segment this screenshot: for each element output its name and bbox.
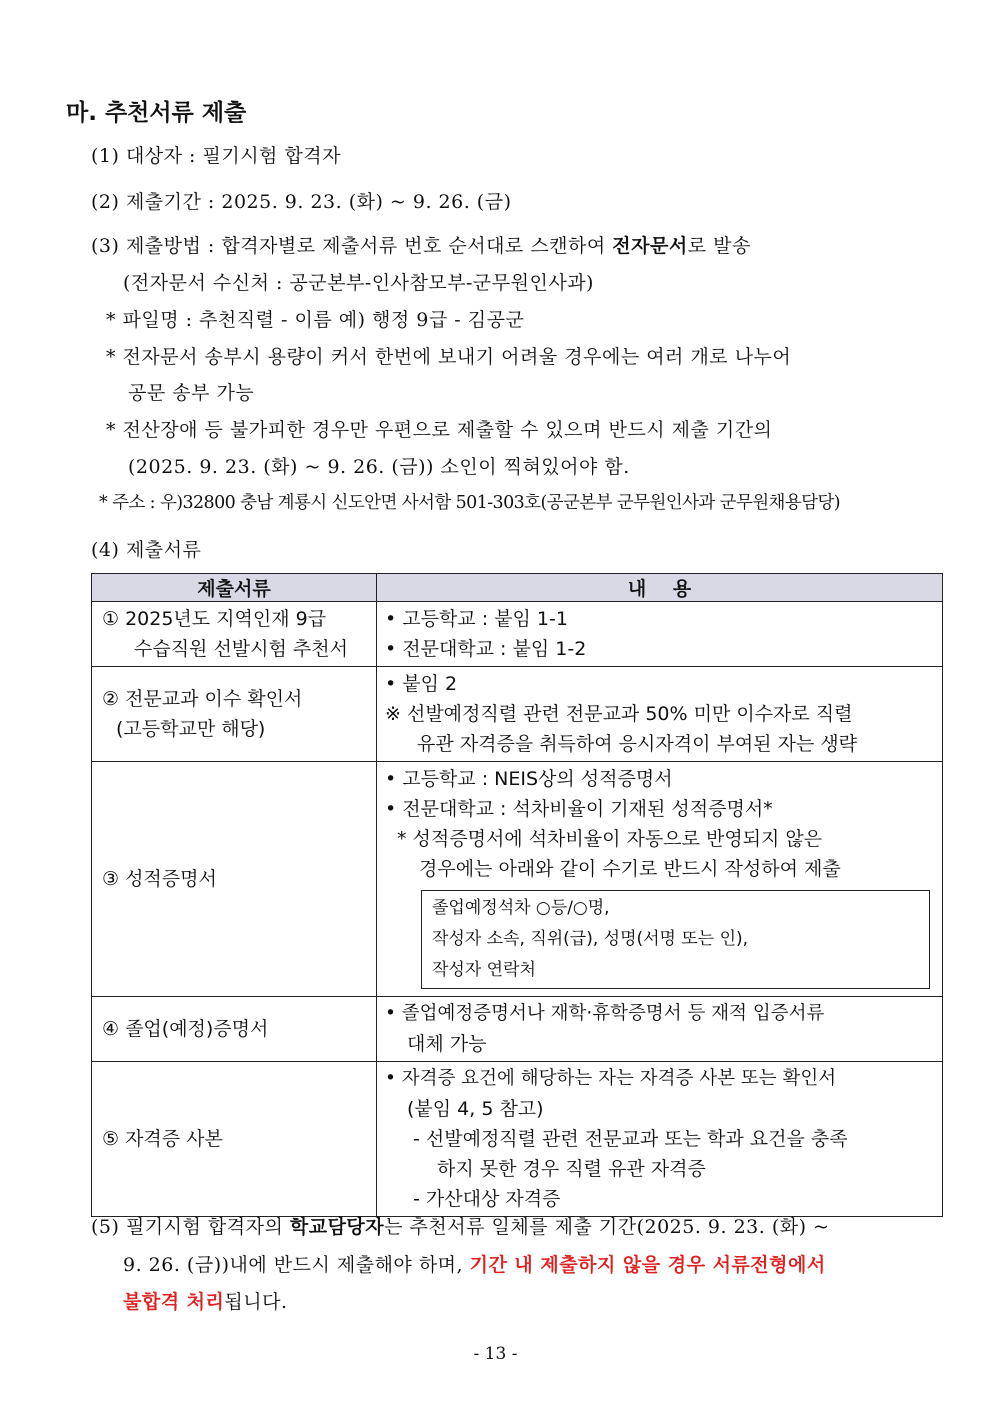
final-line-3: [123, 1287, 288, 1314]
content-cell: [377, 667, 943, 762]
content-line: • 자격증 요건에 해당하는 자는 자격증 사본 또는 확인서: [385, 1068, 837, 1089]
doc-name: ① 2025년도 지역인재 9급: [102, 608, 327, 630]
doc-name-cont: 수습직원 선발시험 추천서: [134, 638, 348, 660]
content-line: • 붙임 2: [385, 673, 458, 695]
method-pre: (3) 제출방법 : 합격자별로 제출서류 번호 순서대로 스캔하여: [91, 235, 613, 257]
doc-cell: [92, 1062, 377, 1217]
header-documents: 제출서류: [92, 574, 377, 602]
page-number: - 13 -: [473, 1344, 518, 1364]
content-line: - 가산대상 자격증: [413, 1188, 561, 1210]
final-line-2: [123, 1250, 826, 1277]
note1-line-a: * 전자문서 송부시 용량이 커서 한번에 보내기 어려울 경우에는 여러 개로 나누어: [106, 346, 792, 368]
doc-name: ③ 성적증명서: [102, 868, 217, 890]
final-line3-post: 됩니다.: [224, 1291, 288, 1313]
doc-name-cont: (고등학교만 해당): [116, 718, 266, 740]
note2-line-a: * 전산장애 등 불가피한 경우만 우편으로 제출할 수 있으며 반드시 제출 기간의: [106, 419, 773, 441]
content-cell: [377, 602, 943, 667]
box-line: 졸업예정석차 ○등/○명,: [432, 898, 610, 918]
doc-name: ⑤ 자격증 사본: [102, 1128, 223, 1150]
doc-cell: [92, 667, 377, 762]
target-line: (1) 대상자 : 필기시험 합격자: [91, 145, 342, 167]
table-row: [92, 602, 943, 667]
table-row: [92, 762, 943, 997]
content-line: 대체 가능: [407, 1033, 487, 1055]
doc-name: ② 전문교과 이수 확인서: [102, 688, 303, 710]
documents-table: [91, 573, 943, 1217]
note1-line-b: 공문 송부 가능: [128, 382, 255, 404]
method-bold: 전자문서: [612, 235, 688, 257]
content-line: 경우에는 아래와 같이 수기로 반드시 작성하여 제출: [419, 858, 841, 880]
handwritten-rank-box: [421, 890, 930, 989]
content-line: • 졸업예정증명서나 재학·휴학증명서 등 재적 입증서류: [385, 1003, 825, 1024]
final-mid: 는 추천서류 일체를 제출 기간(2025. 9. 23. (화) ~: [384, 1216, 830, 1238]
content-line: • 고등학교 : NEIS상의 성적증명서: [385, 768, 673, 790]
content-line: • 전문대학교 : 석차비율이 기재된 성적증명서*: [385, 798, 773, 820]
doc-cell: [92, 997, 377, 1062]
content-line: ※ 선발예정직렬 관련 전문교과 50% 미만 이수자로 직렬: [385, 703, 853, 725]
final-line-1: [91, 1212, 829, 1239]
method-line: [91, 231, 751, 258]
table-row: [92, 667, 943, 762]
header-contents: 내 용: [377, 574, 943, 602]
period-line: (2) 제출기간 : 2025. 9. 23. (화) ~ 9. 26. (금): [91, 191, 512, 213]
filename-line: * 파일명 : 추천직렬 - 이름 예) 행정 9급 - 김공군: [106, 309, 525, 331]
final-line2-red: 기간 내 제출하지 않을 경우 서류전형에서: [469, 1254, 826, 1276]
content-line: 유관 자격증을 취득하여 응시자격이 부여된 자는 생략: [417, 733, 858, 755]
box-line: 작성자 연락처: [432, 960, 536, 980]
final-pre: (5) 필기시험 합격자의: [91, 1216, 290, 1238]
content-line: • 전문대학교 : 붙임 1-2: [385, 638, 587, 660]
final-bold: 학교담당자: [289, 1216, 385, 1238]
content-line: * 성적증명서에 석차비율이 자동으로 반영되지 않은: [397, 828, 823, 850]
doc-name: ④ 졸업(예정)증명서: [102, 1018, 269, 1040]
doc-cell: [92, 602, 377, 667]
content-line: (붙임 4, 5 참고): [407, 1098, 544, 1120]
doc-cell: [92, 762, 377, 997]
recipient-line: (전자문서 수신처 : 공군본부-인사참모부-군무원인사과): [123, 272, 594, 294]
section-title: 마. 추천서류 제출: [66, 100, 247, 126]
table-row: [92, 997, 943, 1062]
note2-line-b: (2025. 9. 23. (화) ~ 9. 26. (금)) 소인이 찍혀있어야 함.: [128, 456, 630, 478]
content-cell: [377, 997, 943, 1062]
content-line: 하지 못한 경우 직렬 유관 자격증: [437, 1158, 706, 1180]
final-line2-pre: 9. 26. (금))내에 반드시 제출해야 하며,: [123, 1254, 470, 1276]
content-line: • 고등학교 : 붙임 1-1: [385, 608, 568, 630]
content-cell: [377, 762, 943, 997]
method-post: 로 발송: [687, 235, 751, 257]
content-line: - 선발예정직렬 관련 전문교과 또는 학과 요건을 충족: [413, 1128, 848, 1150]
final-line3-red: 불합격 처리: [123, 1291, 225, 1313]
docs-label: (4) 제출서류: [91, 539, 202, 561]
content-cell: [377, 1062, 943, 1217]
table-row: [92, 1062, 943, 1217]
table-header-row: [92, 574, 943, 602]
box-line: 작성자 소속, 직위(급), 성명(서명 또는 인),: [432, 929, 749, 949]
address-line: * 주소 : 우)32800 충남 계룡시 신도안면 사서함 501-303호(공군본부 군무원인사과 군무원채용담당): [99, 493, 841, 513]
